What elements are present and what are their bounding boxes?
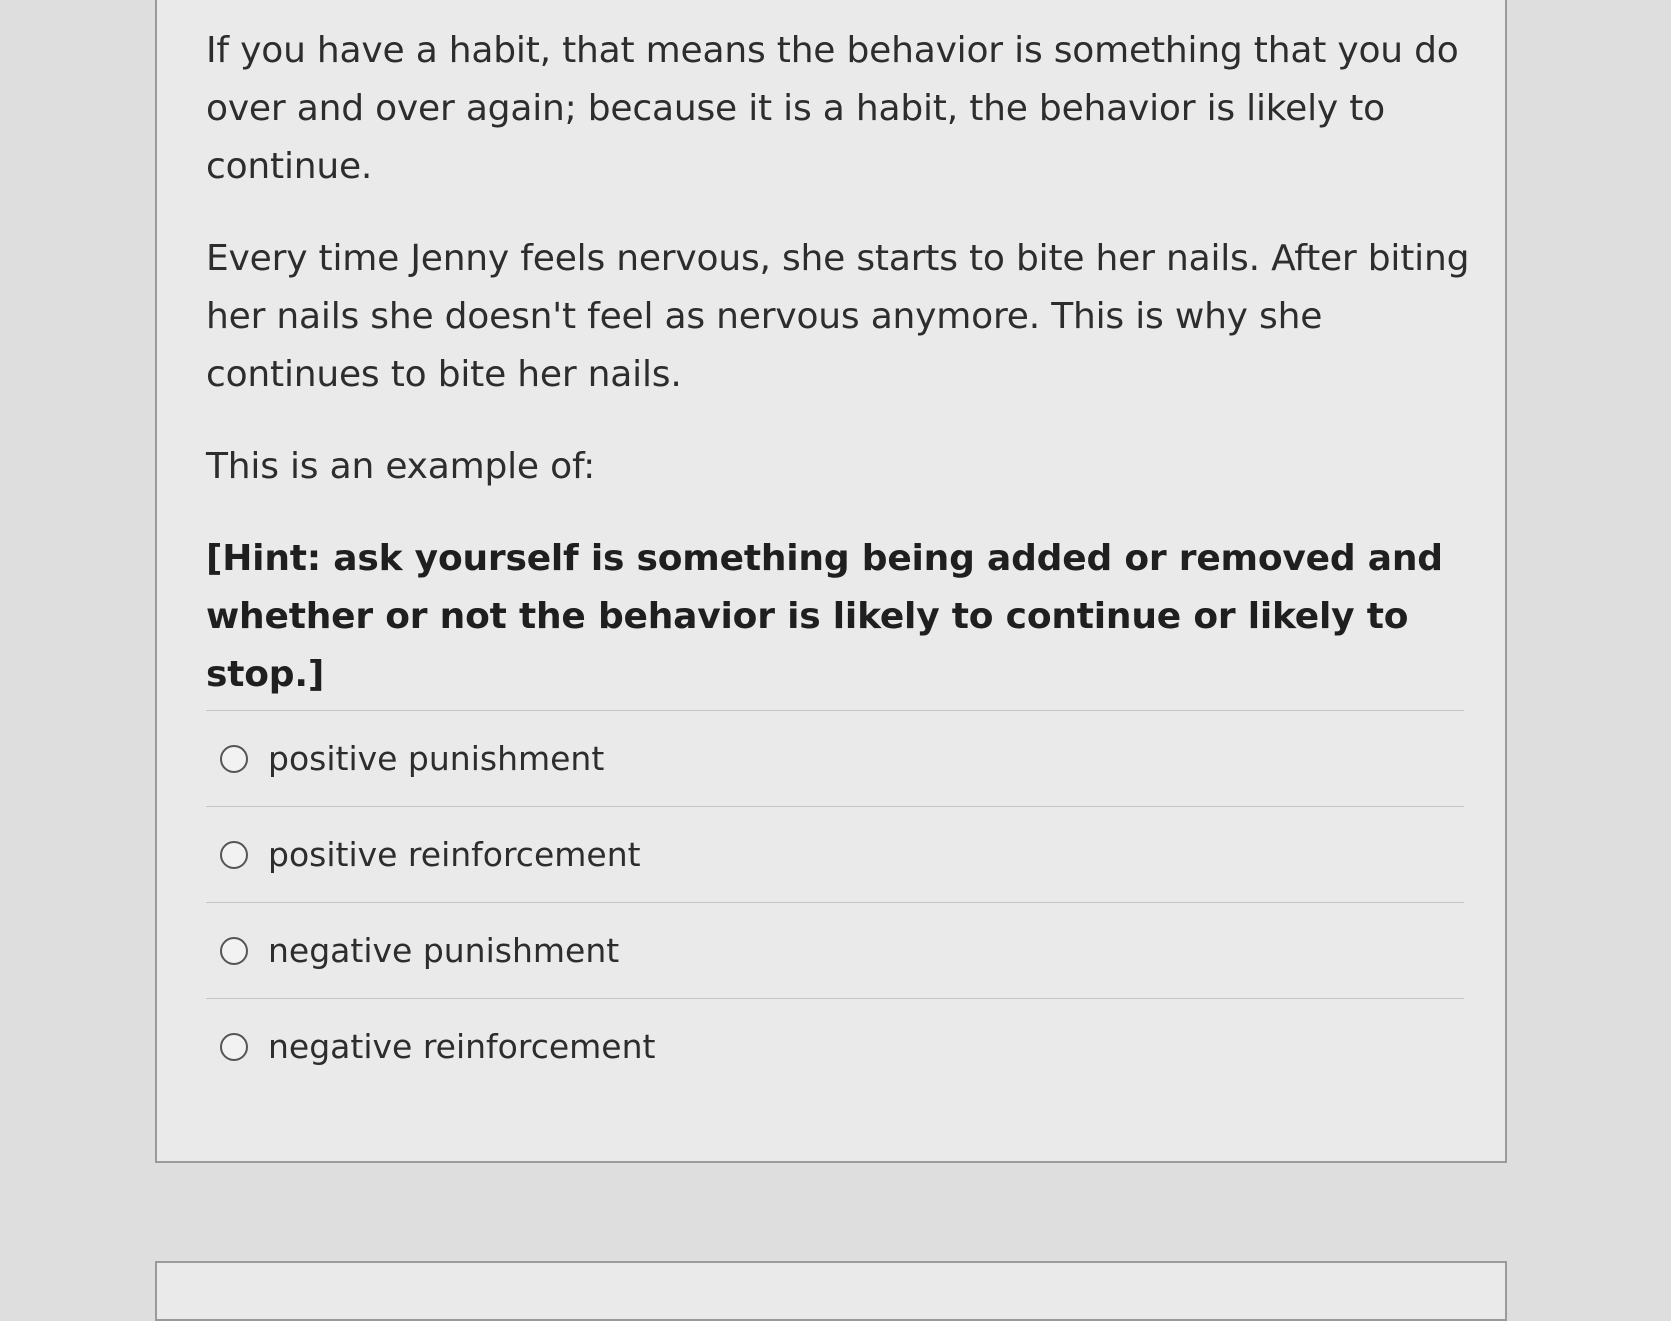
question-paragraph-habit: If you have a habit, that means the behavior is something that you do over and over again; because it is a habit, the behavior is likely to continue.	[206, 30, 1459, 187]
answer-label: positive reinforcement	[268, 834, 641, 874]
answer-option-positive-punishment[interactable]	[206, 711, 1464, 807]
question-hint: [Hint: ask yourself is something being added or removed and whether or not the behavior is likely to continue or likely to stop.]	[206, 538, 1443, 695]
next-question-card	[155, 1261, 1507, 1321]
answer-option-negative-reinforcement[interactable]	[206, 999, 1464, 1094]
answer-list	[206, 710, 1464, 1094]
answer-label: positive punishment	[268, 738, 605, 778]
question-paragraph-scenario: Every time Jenny feels nervous, she starts to bite her nails. After biting her nails she doesn't feel as nervous anymore. This is why she continues to bite her nails.	[206, 238, 1470, 395]
answer-option-positive-reinforcement[interactable]	[206, 807, 1464, 903]
answer-label: negative reinforcement	[268, 1026, 656, 1066]
radio-button-icon[interactable]	[220, 841, 248, 869]
question-prompt: This is an example of:	[206, 446, 596, 487]
radio-button-icon[interactable]	[220, 1033, 248, 1061]
question-text-area	[206, 22, 1476, 738]
answer-option-negative-punishment[interactable]	[206, 903, 1464, 999]
answer-label: negative punishment	[268, 930, 620, 970]
radio-button-icon[interactable]	[220, 937, 248, 965]
radio-button-icon[interactable]	[220, 745, 248, 773]
question-card	[155, 0, 1507, 1163]
